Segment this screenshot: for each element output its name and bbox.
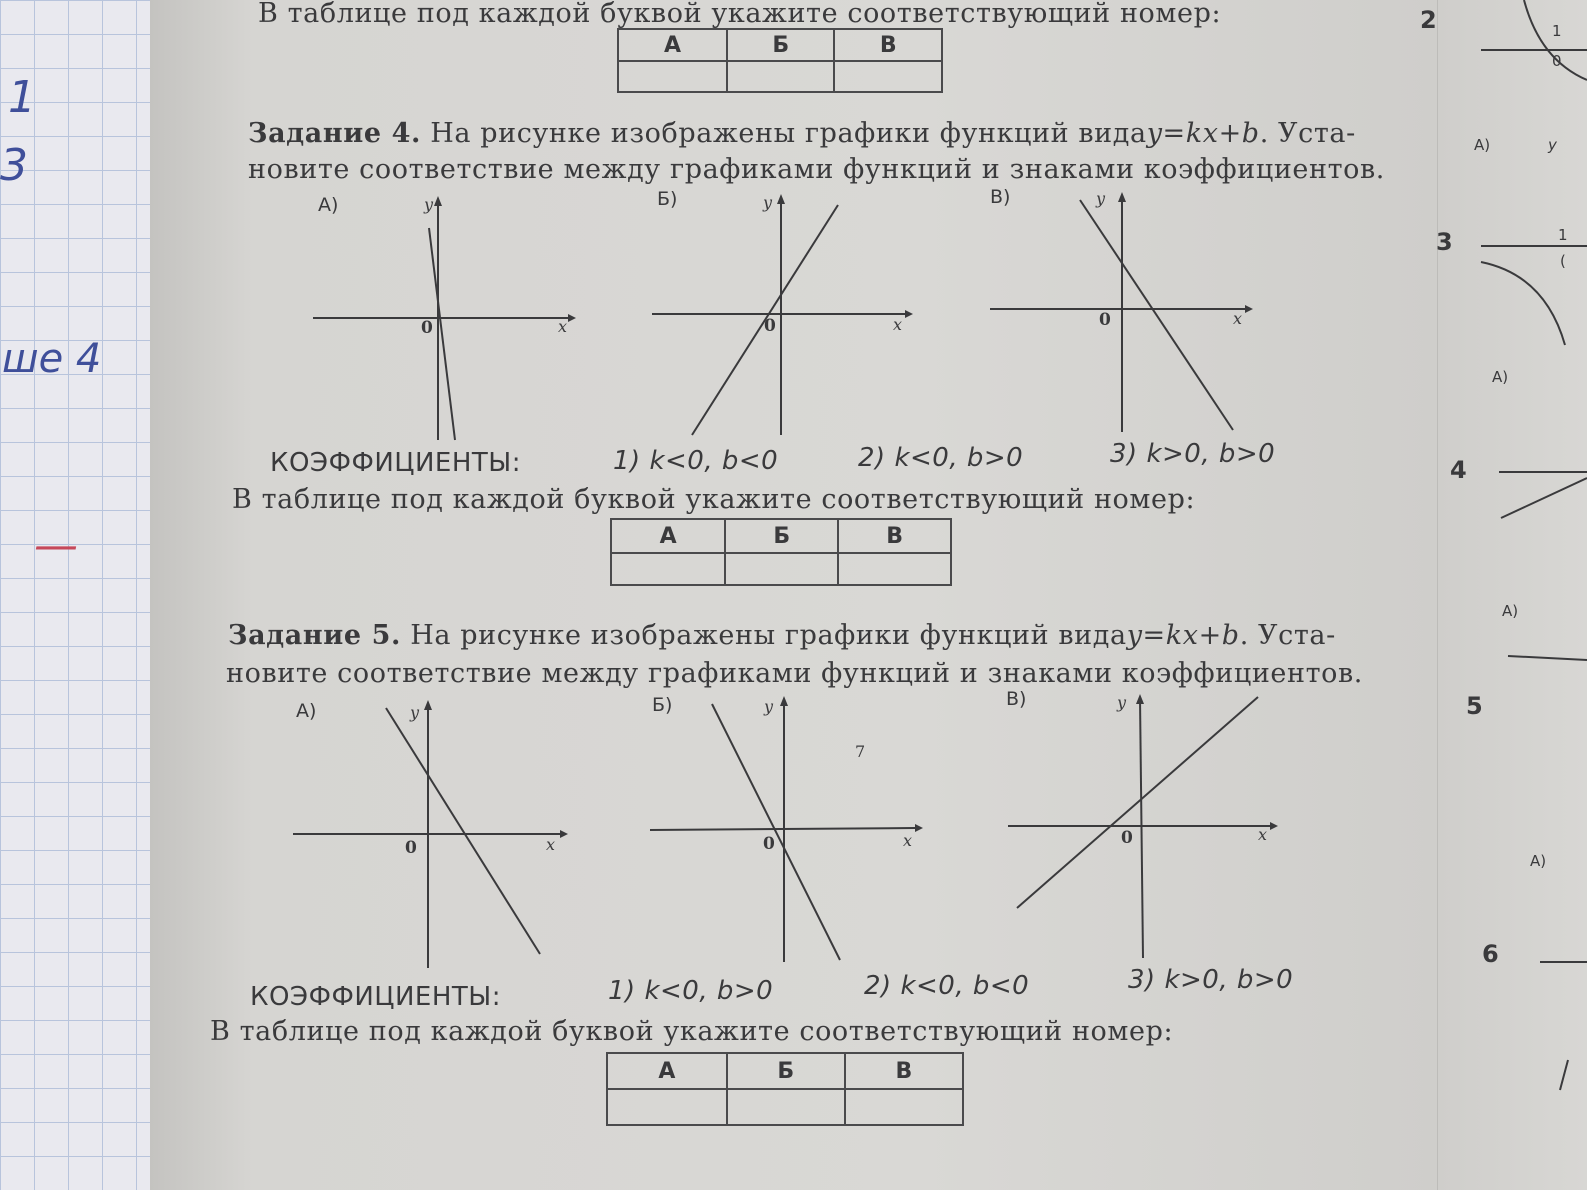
task5-option-3: 3) k>0, b>0 xyxy=(1128,965,1294,995)
table-header: Б xyxy=(725,519,838,553)
task4-graph-label-c: В) xyxy=(990,186,1011,208)
origin-label: 0 xyxy=(421,318,433,338)
task5-option-1: 1) k<0, b>0 xyxy=(608,976,774,1006)
graph-line xyxy=(1017,697,1258,908)
graph-line xyxy=(386,708,540,954)
side-fragment: 1 xyxy=(1558,226,1568,244)
side-number: 6 xyxy=(1482,940,1499,968)
prev-instruction: В таблице под каждой буквой укажите соответствующий номер: xyxy=(258,0,1222,29)
side-fragment: 1 xyxy=(1552,22,1562,40)
handwritten-mark: 1 xyxy=(8,72,36,123)
answer-cell[interactable] xyxy=(727,1089,845,1125)
side-number: 5 xyxy=(1466,692,1483,720)
x-arrow-icon xyxy=(905,310,913,318)
x-axis-label: x xyxy=(893,315,903,334)
x-axis xyxy=(650,828,915,830)
side-number: 4 xyxy=(1450,456,1467,484)
y-arrow-icon xyxy=(424,700,432,710)
task5-coef-heading: КОЭФФИЦИЕНТЫ: xyxy=(250,982,501,1012)
task5-formula: y=kx+b xyxy=(1126,620,1240,651)
side-label: А) xyxy=(1492,368,1509,386)
task5-line2: новите соответствие между графиками функций и знаками коэффициентов. xyxy=(226,658,1363,689)
x-axis-label: x xyxy=(546,835,556,854)
origin-label: 0 xyxy=(1121,828,1133,848)
side-label: А) xyxy=(1502,602,1519,620)
page-number: 7 xyxy=(855,742,866,761)
graph-line xyxy=(429,228,455,440)
table-header: Б xyxy=(727,1053,845,1089)
task5-graph-label-a: А) xyxy=(296,700,317,722)
side-number: 2 xyxy=(1420,6,1437,34)
task5-option-2: 2) k<0, b<0 xyxy=(864,971,1030,1001)
task4-graph-label-b: Б) xyxy=(657,188,678,210)
x-arrow-icon xyxy=(1245,305,1253,313)
answer-cell[interactable] xyxy=(838,553,951,585)
fragment-line xyxy=(1508,656,1587,660)
task5-instruction: В таблице под каждой буквой укажите соответствующий номер: xyxy=(210,1016,1174,1047)
side-fragment: 0 xyxy=(1552,52,1562,70)
task4-option-1: 1) k<0, b<0 xyxy=(613,446,779,476)
task5-text: На рисунке изображены графики функций вида xyxy=(410,620,1127,651)
y-arrow-icon xyxy=(434,196,442,206)
side-number: 3 xyxy=(1436,228,1453,256)
task4-answer-table xyxy=(610,518,952,586)
x-arrow-icon xyxy=(915,824,923,832)
side-label: А) xyxy=(1530,852,1547,870)
table-header: А xyxy=(618,29,727,61)
y-arrow-icon xyxy=(777,194,785,204)
table-header: В xyxy=(838,519,951,553)
answer-cell[interactable] xyxy=(725,553,838,585)
task5-line1 xyxy=(228,620,1336,651)
task5-graph-label-c: В) xyxy=(1006,688,1027,710)
x-axis-label: x xyxy=(1258,825,1268,844)
side-label: А) xyxy=(1474,136,1491,154)
y-axis-label: y xyxy=(410,703,420,722)
task4-formula: y=kx+b xyxy=(1146,118,1260,149)
task4-graph-label-a: А) xyxy=(318,194,339,216)
task5-text-end: . Уста- xyxy=(1239,620,1336,651)
task4-line2: новите соответствие между графиками функций и знаками коэффициентов. xyxy=(248,154,1385,185)
y-axis-label: y xyxy=(424,195,434,214)
x-arrow-icon xyxy=(1270,822,1278,830)
table-header: В xyxy=(834,29,942,61)
task4-text-end: . Уста- xyxy=(1259,118,1356,149)
y-axis-label: y xyxy=(1117,693,1127,712)
table-header: В xyxy=(845,1053,963,1089)
fragment-line xyxy=(1501,478,1587,518)
task4-title: Задание 4. xyxy=(248,118,422,149)
answer-cell[interactable] xyxy=(845,1089,963,1125)
task4-coef-heading: КОЭФФИЦИЕНТЫ: xyxy=(270,448,521,478)
table-header: Б xyxy=(727,29,835,61)
x-axis-label: x xyxy=(903,831,913,850)
task4-text: На рисунке изображены графики функций вида xyxy=(430,118,1147,149)
fragment-curve xyxy=(1481,262,1565,345)
task5-answer-table xyxy=(606,1052,964,1126)
task5-title: Задание 5. xyxy=(228,620,402,651)
origin-label: 0 xyxy=(405,838,417,858)
handwritten-mark: ше 4 xyxy=(2,336,102,382)
graph-line xyxy=(712,704,840,960)
x-arrow-icon xyxy=(560,830,568,838)
table-header: А xyxy=(607,1053,727,1089)
task4-option-3: 3) k>0, b>0 xyxy=(1110,439,1276,469)
fragment-line xyxy=(1560,1060,1568,1090)
answer-cell[interactable] xyxy=(607,1089,727,1125)
y-arrow-icon xyxy=(1118,192,1126,202)
y-axis-label: y xyxy=(1096,189,1106,208)
y-arrow-icon xyxy=(780,696,788,706)
origin-label: 0 xyxy=(1099,310,1111,330)
y-arrow-icon xyxy=(1136,694,1144,704)
side-fragment: ( xyxy=(1560,252,1566,270)
task4-option-2: 2) k<0, b>0 xyxy=(858,443,1024,473)
origin-label: 0 xyxy=(763,834,775,854)
task5-graph-label-b: Б) xyxy=(652,694,673,716)
x-arrow-icon xyxy=(568,314,576,322)
y-axis-label: y xyxy=(763,193,773,212)
origin-label: 0 xyxy=(764,316,776,336)
y-axis xyxy=(1140,698,1143,958)
task4-instruction: В таблице под каждой буквой укажите соответствующий номер: xyxy=(232,484,1196,515)
y-axis-label: y xyxy=(764,697,774,716)
handwritten-mark: — xyxy=(34,520,78,571)
answer-cell[interactable] xyxy=(611,553,725,585)
handwritten-mark: 3 xyxy=(0,140,28,191)
x-axis-label: x xyxy=(558,317,568,336)
side-fragment: y xyxy=(1548,136,1557,154)
table-header: А xyxy=(611,519,725,553)
x-axis-label: x xyxy=(1233,309,1243,328)
